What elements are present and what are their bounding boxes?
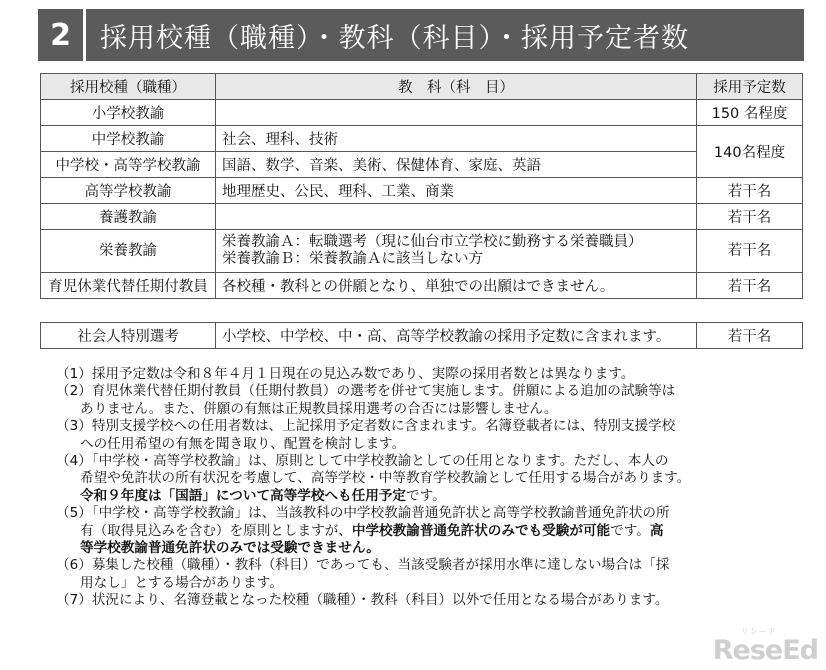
note-line: （4）「中学校・高等学校教諭」は、原則として中学校教諭としての任用となります。ただし、本人の xyxy=(56,452,669,469)
school-cell: 小学校教諭 xyxy=(41,100,216,126)
note-line: （7）状況により、名簿登載となった校種（職種）・教科（科目）以外で任用となる場合があります。 xyxy=(56,592,669,609)
school-cell: 栄養教諭 xyxy=(41,230,216,273)
count-cell: 140名程度 xyxy=(697,126,803,178)
table-row xyxy=(41,323,803,349)
note-line: （2）育児休業代替任期付教員（任期付教員）の選考を併せて実施します。併願による追加の試験等は xyxy=(56,383,676,400)
table-row xyxy=(41,100,803,126)
note-line: 希望や免許状の所有状況を考慮して、高等学校・中等教育学校教諭として任用する場合があります。 xyxy=(80,470,691,487)
school-cell: 中学校教諭 xyxy=(41,126,216,152)
note-line: （6）募集した校種（職種）・教科（科目）であっても、当該受験者が採用水準に達しない場合は「採 xyxy=(56,557,670,574)
count-cell: 若干名 xyxy=(697,273,803,299)
subject-cell xyxy=(216,100,697,126)
subject-cell: 小学校、中学校、中・高、高等学校教諭の採用予定数に含まれます。 xyxy=(216,323,697,349)
column-header: 採用予定数 xyxy=(697,74,803,100)
table-row xyxy=(41,178,803,204)
section-title: 採用校種（職種）・教科（科目）・採用予定者数 xyxy=(100,22,689,54)
school-cell: 育児休業代替任期付教員 xyxy=(41,273,216,299)
notes-section xyxy=(56,366,816,609)
emphasis-text: 中学校教諭普通免許状のみでも受験が可能 xyxy=(351,522,611,539)
subject-line: 栄養教諭Ａ：転職選考（現に仙台市立学校に勤務する栄養職員） xyxy=(222,234,643,250)
subject-cell: 地理歴史、公民、理科、工業、商業 xyxy=(216,178,697,204)
subject-cell xyxy=(216,204,697,230)
note-line xyxy=(56,488,816,505)
note-line: ありません。また、併願の有無は正規教員採用選考の合否には影響しません。 xyxy=(80,400,558,417)
note-text: です。 xyxy=(610,522,650,539)
logo-text: ReseEd xyxy=(712,635,818,666)
note-line: への任用希望の有無を聞き取り、配置を検討します。 xyxy=(80,435,406,452)
recruitment-table xyxy=(40,73,803,299)
school-cell: 養護教諭 xyxy=(41,204,216,230)
count-cell: 若干名 xyxy=(697,230,803,273)
count-cell: 若干名 xyxy=(697,178,803,204)
note-text: 有（取得見込みを含む）を原則としますが、 xyxy=(80,522,352,539)
section-number: 2 xyxy=(38,9,86,61)
subject-cell xyxy=(216,230,697,273)
table-row xyxy=(41,230,803,273)
note-line: （3）特別支援学校への任用者数は、上記採用予定者数に含まれます。名簿登載者には、特別支援学校 xyxy=(56,418,676,435)
count-cell: 若干名 xyxy=(697,323,803,349)
watermark-logo xyxy=(712,627,818,666)
subject-cell: 社会、理科、技術 xyxy=(216,126,697,152)
table-row xyxy=(41,204,803,230)
count-cell: 150 名程度 xyxy=(697,100,803,126)
table-header-row xyxy=(41,74,803,100)
school-cell: 社会人特別選考 xyxy=(41,323,216,349)
subject-cell: 各校種・教科との併願となり、単独での出願はできません。 xyxy=(216,273,697,299)
subject-cell: 国語、数学、音楽、美術、保健体育、家庭、英語 xyxy=(216,152,697,178)
school-cell: 高等学校教諭 xyxy=(41,178,216,204)
special-selection-table xyxy=(40,322,803,349)
note-line: （5）「中学校・高等学校教諭」は、当該教科の中学校教諭普通免許状と高等学校教諭普通免許状の所 xyxy=(56,505,670,522)
emphasis-text: 等学校教諭普通免許状のみでは受験できません。 xyxy=(80,539,380,556)
table-row xyxy=(41,273,803,299)
note-line xyxy=(56,540,816,557)
emphasis-text: 高 xyxy=(649,522,664,539)
note-line xyxy=(56,523,816,540)
note-line: 用なし」とする場合があります。 xyxy=(80,574,283,591)
table-row xyxy=(41,152,803,178)
logo-ruby: リシード xyxy=(740,627,777,636)
note-text: です。 xyxy=(405,487,446,504)
count-cell: 若干名 xyxy=(697,204,803,230)
school-cell: 中学校・高等学校教諭 xyxy=(41,152,216,178)
subject-line: 栄養教諭Ｂ：栄養教諭Ａに該当しない方 xyxy=(222,251,483,267)
note-line: （1）採用予定数は令和８年４月１日現在の見込み数であり、実際の採用者数とは異なります。 xyxy=(56,366,635,382)
column-header: 教 科（科 目） xyxy=(216,74,697,100)
table-row xyxy=(41,126,803,152)
column-header: 採用校種（職種） xyxy=(41,74,216,100)
emphasis-text: 令和９年度は「国語」について高等学校へも任用予定 xyxy=(80,487,406,504)
section-header xyxy=(38,9,804,61)
